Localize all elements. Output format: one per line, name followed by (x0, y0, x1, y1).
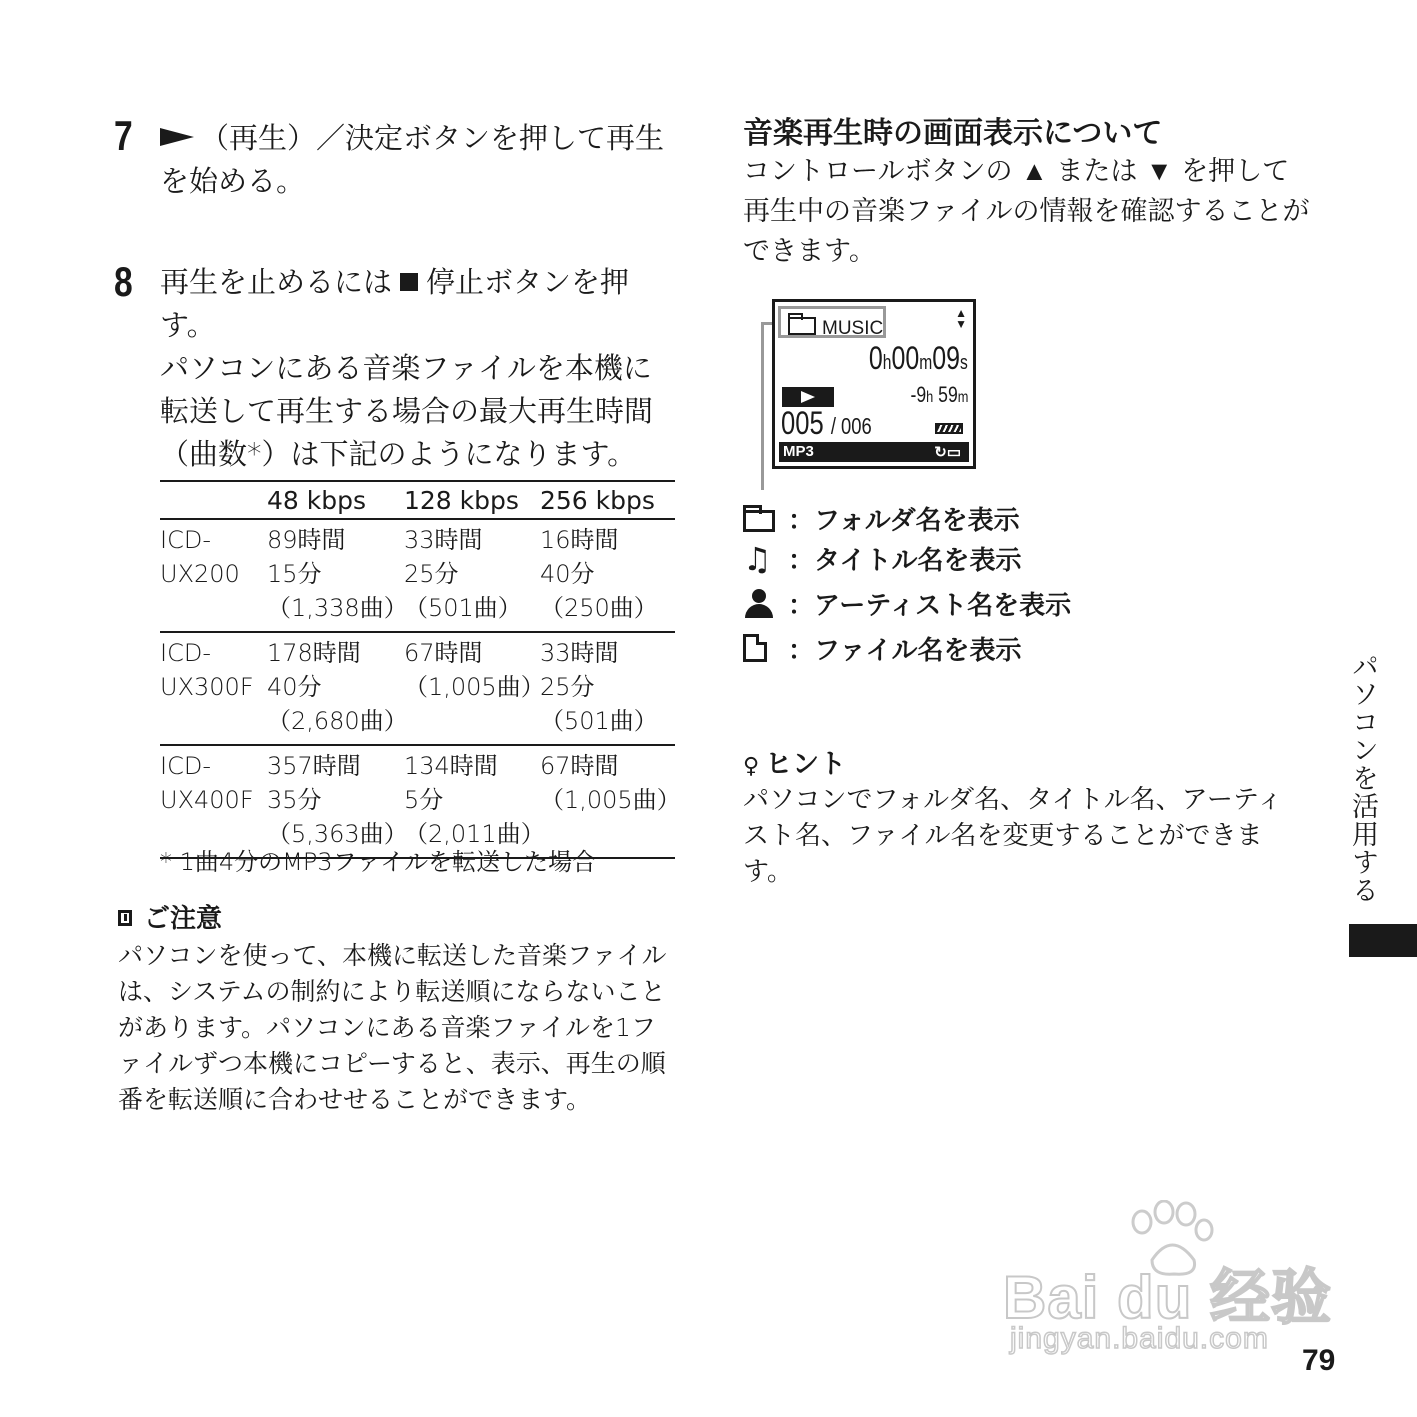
model-cell: ICD- UX400F (160, 752, 254, 814)
up-down-arrows-icon: ▲ ▼ (955, 306, 967, 331)
table-row (160, 632, 675, 745)
watermark-logo: Bai du 经验 (1003, 1264, 1333, 1331)
table-header-cell: 256 kbps (540, 485, 655, 515)
folder-icon (788, 317, 816, 335)
table-header-cell: 48 kbps (267, 485, 366, 515)
step-8-detail: パソコンにある音楽ファイルを本機に転送して再生する場合の最大再生時間（曲数*）は下記のようになります。 (160, 351, 654, 471)
lightbulb-icon: ♀ (743, 754, 760, 779)
caution-text: パソコンを使って、本機に転送した音楽ファイルは、システムの制約により転送順にならないことがあります。パソコンにある音楽ファイルを1ファイルずつ本機にコピーすると、表示、再生の順番を転送順に合わせせることができます。 (118, 941, 667, 1114)
table-cell: 89時間 15分 （1,338曲） (267, 526, 408, 622)
watermark-url: jingyan.baidu.com (1010, 1322, 1269, 1355)
table-cell: 33時間 25分 （501曲） (540, 639, 658, 735)
hint-heading: ♀ ヒント (743, 749, 847, 780)
model-cell: ICD- UX200 (160, 526, 240, 588)
lcd-status-bar (779, 442, 969, 462)
table-cell: 357時間 35分 （5,363曲） (267, 752, 408, 848)
person-icon (743, 589, 777, 619)
table-cell: 33時間 25分 （501曲） (404, 526, 522, 622)
battery-icon (935, 423, 963, 434)
table-footnote: * 1曲4分のMP3ファイルを転送した場合 (160, 848, 597, 876)
caution-heading: ご注意 (118, 898, 222, 935)
lcd-elapsed-time: 0h00m09s (869, 340, 968, 376)
file-icon (743, 634, 767, 662)
hint-text: パソコンでフォルダ名、タイトル名、アーティスト名、ファイル名を変更することができます。 (743, 785, 1283, 887)
section-intro: コントロールボタンの ▲ または ▼ を押して再生中の音楽ファイルの情報を確認することができます。 (743, 156, 1310, 267)
lcd-folder-highlight (778, 306, 886, 338)
table-cell: 134時間 5分 （2,011曲） (404, 752, 545, 848)
lcd-display-illustration (772, 299, 976, 469)
folder-icon (743, 510, 775, 532)
caution-icon (118, 910, 132, 926)
table-cell: 16時間 40分 （250曲） (540, 526, 658, 622)
table-header-row (160, 481, 675, 519)
step-number-8: 8 (114, 258, 133, 305)
lcd-remaining-time: -9h 59m (910, 382, 968, 407)
step-8-text: 再生を止めるには 停止ボタンを押す。 (160, 265, 630, 342)
table-cell: 178時間 40分 （2,680曲） (267, 639, 408, 735)
music-note-icon: ♫ (743, 540, 772, 578)
page-number: 79 (1302, 1344, 1336, 1377)
stop-icon (400, 273, 418, 291)
model-cell: ICD- UX300F (160, 639, 254, 701)
table-cell: 67時間 （1,005曲） (404, 639, 545, 701)
play-icon (160, 128, 194, 146)
table-header-cell (160, 481, 267, 519)
step-number-7: 7 (114, 112, 133, 159)
repeat-folder-icon: ↻▭ (934, 444, 961, 461)
table-header-cell: 128 kbps (404, 485, 519, 515)
lcd-format: MP3 (783, 443, 814, 460)
table-cell: 67時間 （1,005曲） (540, 752, 681, 814)
chapter-side-tab: パソコンを活用する (1347, 652, 1378, 904)
step-7-text: （再生）／決定ボタンを押して再生を始める。 (160, 121, 665, 198)
callout-line (761, 322, 764, 490)
table-row (160, 519, 675, 632)
lcd-folder-name: MUSIC (822, 318, 884, 339)
lcd-track-number: 005 / 006 (781, 405, 872, 441)
playback-time-table (160, 480, 681, 859)
play-indicator-icon (782, 387, 834, 407)
section-heading: 音楽再生時の画面表示について (743, 116, 1163, 151)
chapter-tab-marker (1349, 924, 1417, 957)
